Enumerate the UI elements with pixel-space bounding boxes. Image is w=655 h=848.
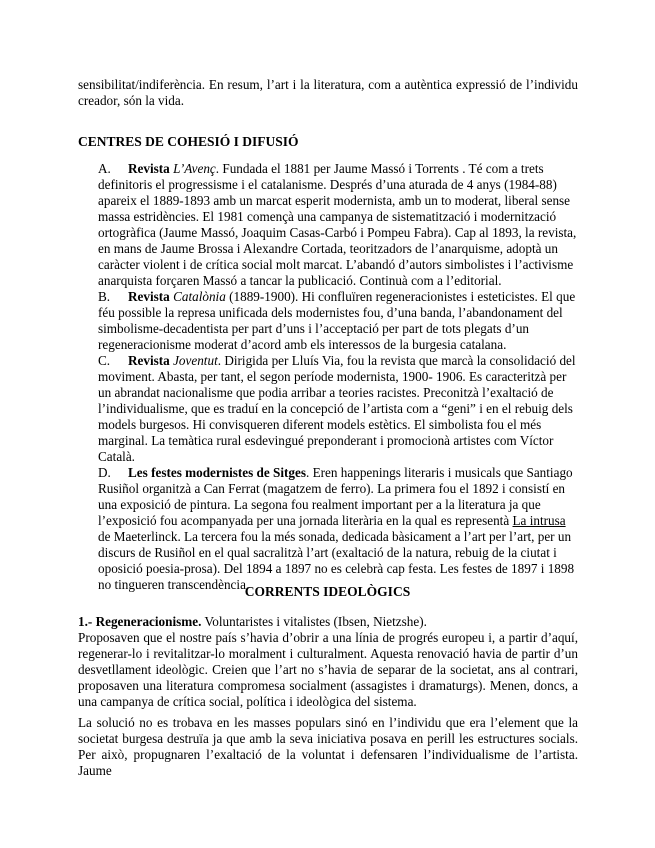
paragraph-solucio: La solució no es trobava en les masses populars sinó en l’individu que era l’element que la societat burgesa destruïa ja que amb la seva iniciativa posava en perill les estructures socials. Per això, propugnaren l’exaltació de la voluntat i defensaren l’individualisme de l’artista. Jaume xyxy=(78,715,578,778)
item-bold: Revista xyxy=(128,161,174,176)
item-text: (1889-1900). Hi confluïren regeneracionistes i esteticistes. El que féu possible la represa unificada dels modernistes fou, d’una banda, l’abandonament del simbolisme-decadentista per part d’uns i l’acceptació per part de tots plegats d’un regeneracionisme moderat d’acord amb els interessos de la burgesia catalana. xyxy=(98,289,576,352)
paragraph-regeneracionisme: Proposaven que el nostre país s’havia d’obrir a una línia de progrés europeu i, a partir d’aquí, regenerar-lo i revitalitzar-lo moralment i culturalment. Aquesta renovació havia de partir d’un desvetllament ideològic. Creien que l’art no s’havia de separar de la societat, ans al contrari, proposaven una literatura compromesa socialment (assagistes i dramaturgs). Menen, doncs, a una campanya de crítica social, política i ideològica del sistema. xyxy=(78,630,578,709)
item-bold: Les festes modernistes de Sitges xyxy=(128,465,307,480)
item-text: . Dirigida per Lluís Via, fou la revista que marcà la consolidació del moviment. Abasta, per tant, el segon període modernista, 1900- 1906. Es caracteritzà per un abrandat nacionalisme que podia arribar a teories racistes. Preconitzà l’exaltació de l’individualisme, que es traduí en la concepció de l’artista com a “geni” i en el rebuig dels models burgesos. Hi convisqueren diferent models estètics. El simbolista fou el més marginal. La temàtica rural esdevingué preponderant i promocionà artistes com Víctor Català. xyxy=(98,353,576,464)
centres-list xyxy=(98,161,578,593)
list-item-joventut xyxy=(98,353,578,465)
item-underline: La intrusa xyxy=(512,513,566,528)
list-letter: B. xyxy=(98,289,111,304)
intro-paragraph: sensibilitat/indiferència. En resum, l’art i la literatura, com a autèntica expressió de l’individu creador, són la vida. xyxy=(78,77,578,108)
section-heading-corrents: CORRENTS IDEOLÒGICS xyxy=(244,584,411,599)
list-letter: D. xyxy=(98,465,111,480)
item-bold: Revista xyxy=(128,289,174,304)
list-letter: C. xyxy=(98,353,111,368)
item-italic: Joventut xyxy=(173,353,218,368)
item-text: . Eren happenings literaris i musicals que Santiago Rusiñol organitzà a Can Ferrat (magatzem de ferro). La primera fou el 1892 i consistí en una exposició de pintura. La segona fou realment important per a la literatura ja que l’exposició fou acompanyada per una jornada literària en la qual es representà xyxy=(98,465,573,528)
section-heading-centres: CENTRES DE COHESIÓ I DIFUSIÓ xyxy=(78,134,299,149)
list-item-sitges xyxy=(98,465,578,593)
list-item-catalonia xyxy=(98,289,578,353)
list-item-avenc xyxy=(98,161,578,289)
item-text: de Maeterlinck. La tercera fou la més sonada, dedicada bàsicament a l’art per l’art, per un discurs de Rusiñol en el qual sacralitzà l’art (exaltació de la natura, rebuig de la ciutat i oposició poesia-prosa). Del 1894 a 1897 no es celebrà cap festa. Les festes de 1897 i 1898 no tingueren transcendència. xyxy=(98,529,575,592)
subsection-regeneracionisme xyxy=(78,614,578,630)
item-italic: L’Avenç xyxy=(173,161,216,176)
subsection-bold: 1.- Regeneracionisme. xyxy=(78,614,202,629)
item-bold: Revista xyxy=(128,353,174,368)
item-text: . Fundada el 1881 per Jaume Massó i Torrents . Té com a trets definitoris el progressisme i el catalanisme. Després d’una aturada de 4 anys (1984-88) apareix el 1889-1893 amb un marcat esperit modernista, amb un to moderat, liberal sense massa estridències. El 1981 començà una campanya de sistematització i modernització ortogràfica (Jaume Massó, Joaquim Casas-Carbó i Pompeu Fabra). Cap al 1893, la revista, en mans de Jaume Brossa i Alexandre Cortada, teoritzadors de l’anarquisme, adoptà un caràcter violent i de crítica social molt marcat. L’abandó d’autors simbolistes i l’activisme anarquista forçaren Massó a tancar la publicació. Continuà com a l’editorial. xyxy=(98,161,577,288)
list-letter: A. xyxy=(98,161,111,176)
subsection-text: Voluntaristes i vitalistes (Ibsen, Nietzshe). xyxy=(201,614,427,629)
item-italic: Catalònia xyxy=(173,289,226,304)
